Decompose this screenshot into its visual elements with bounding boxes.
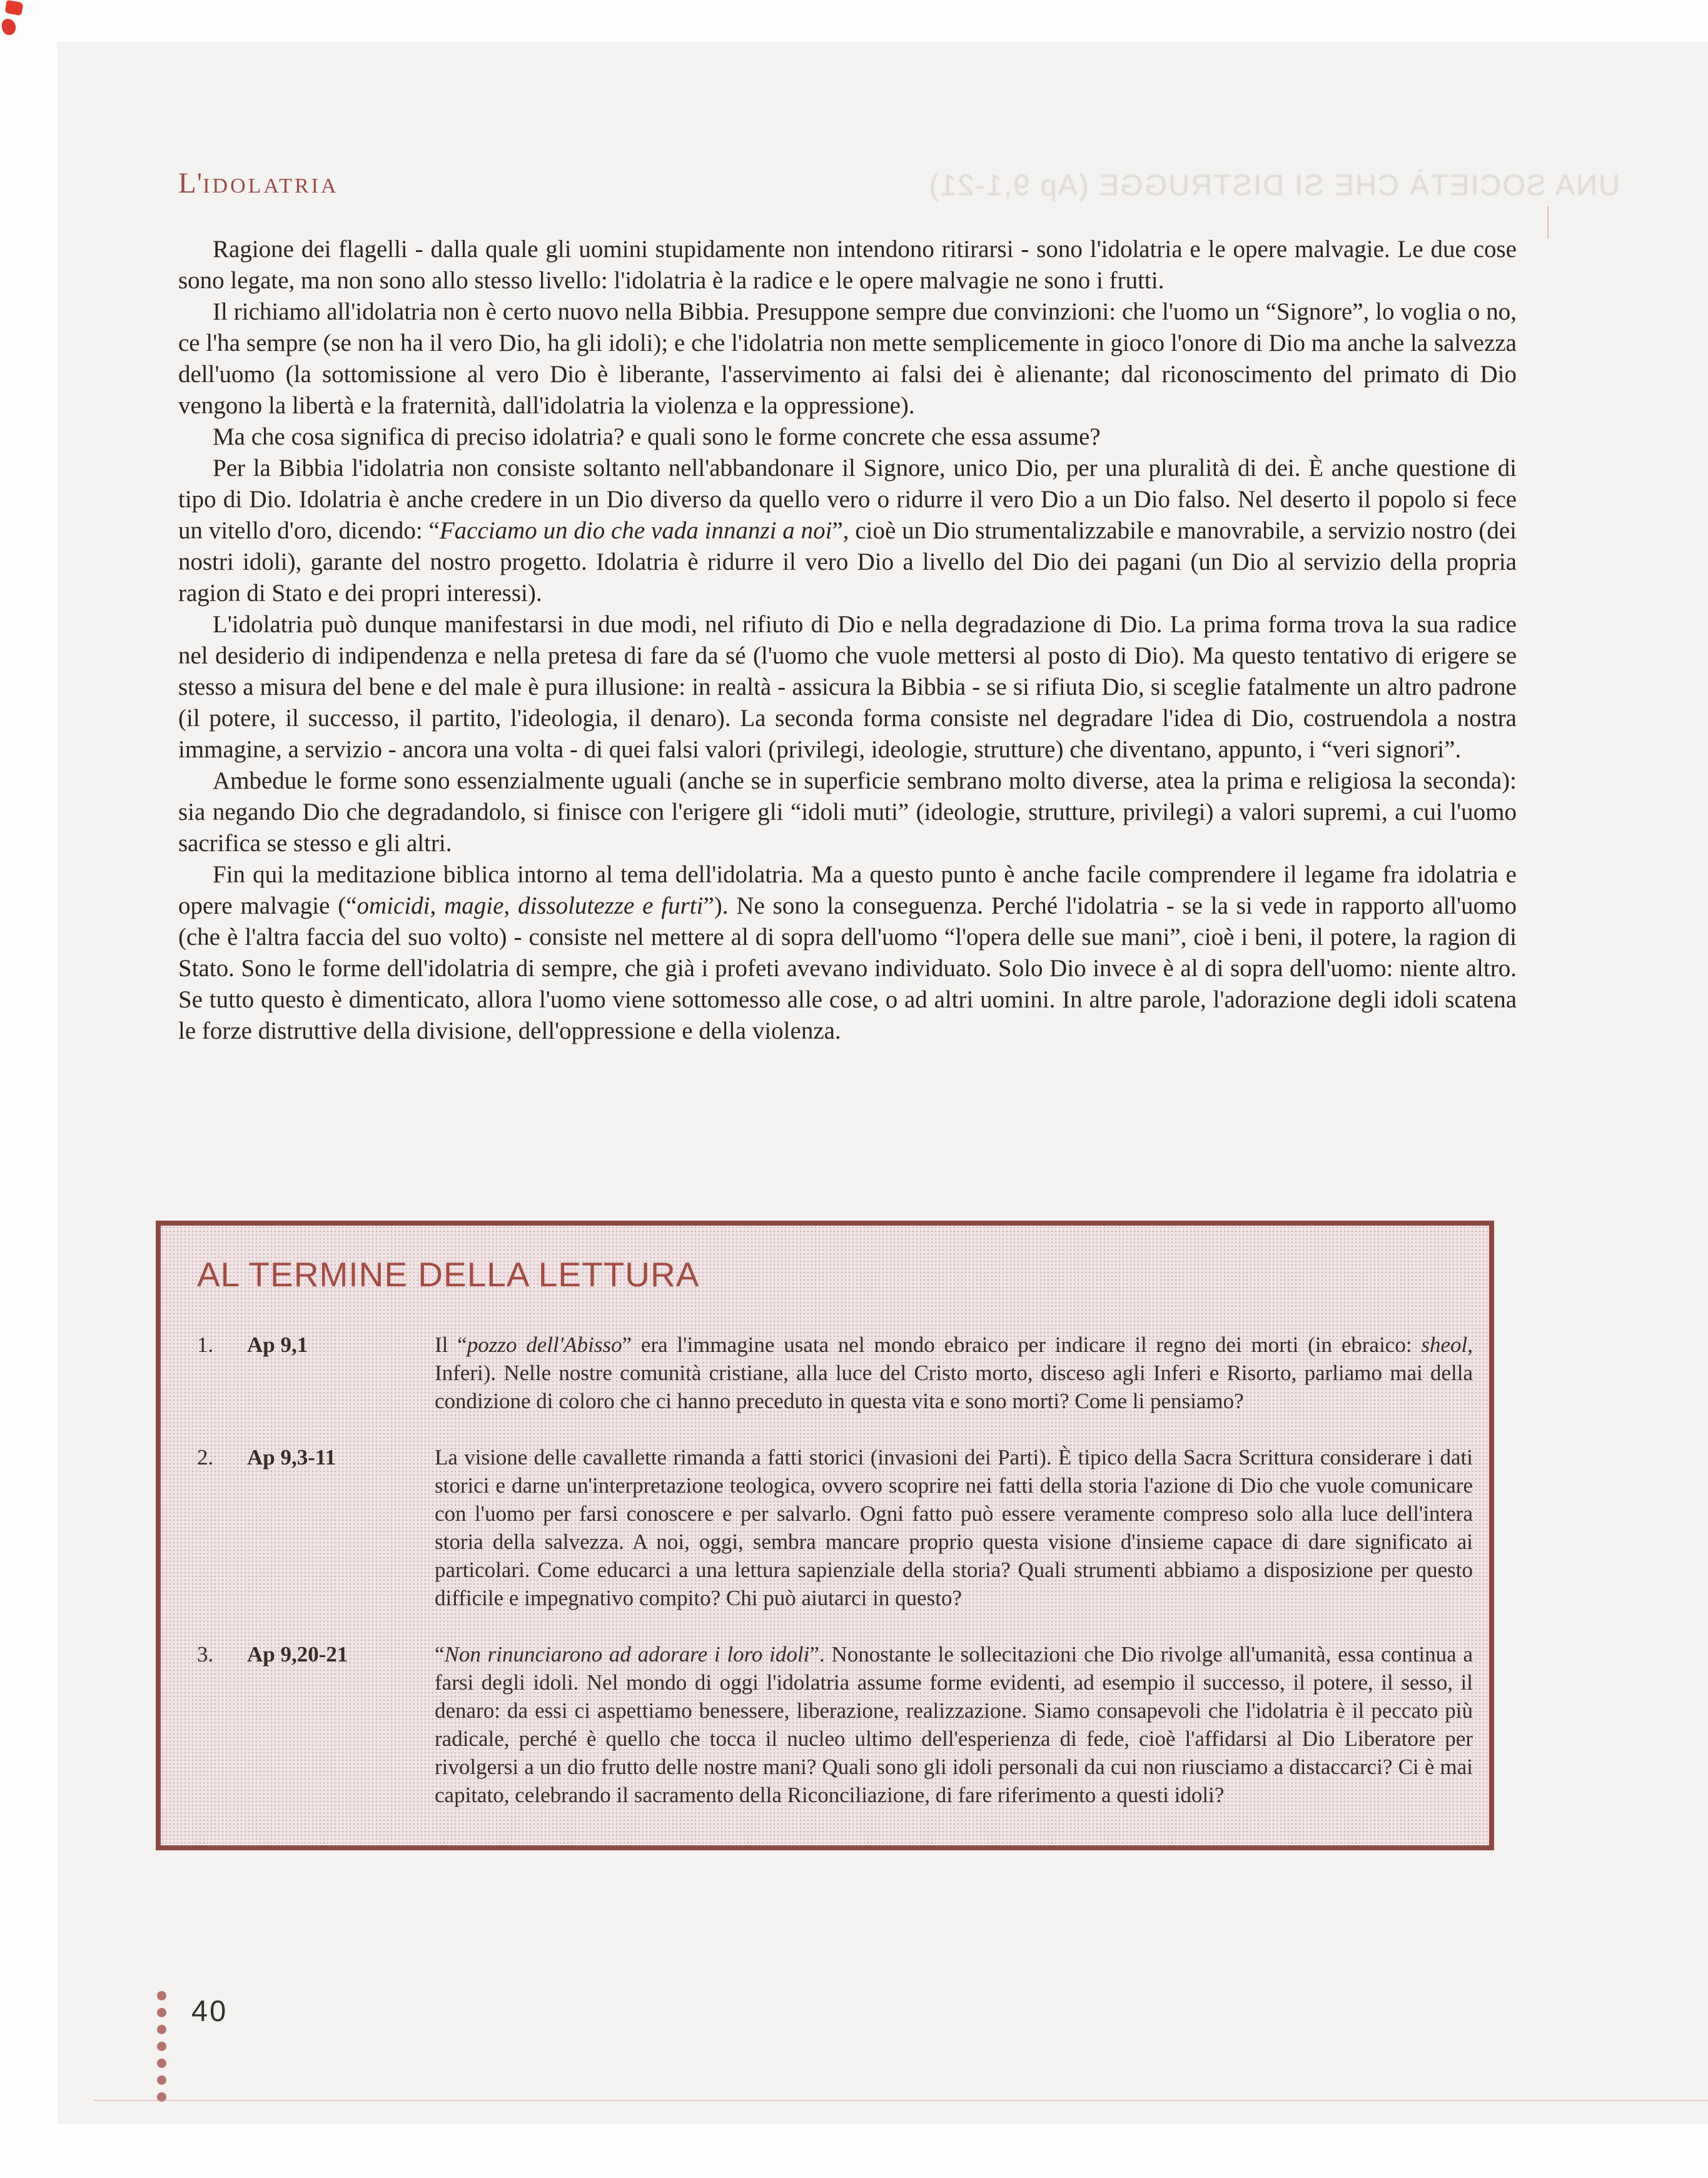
reading-box-item [197,1640,1473,1809]
article-paragraph [178,859,1517,1047]
text-run: L'idolatria può dunque manifestarsi in due modi, nel rifiuto di Dio e nella degradazione di Dio. La prima forma trova la sua radice nel desiderio di indipendenza e nella pretesa di fare da sé (l'uomo che vuole mettersi al posto di Dio). Ma questo tentativo di erigere se stesso a misura del bene e del male è pura illusione: in realtà - assicura la Bibbia - se si rifiuta Dio, si sceglie fatalmente un altro padrone (il potere, il successo, il partito, l'ideologia, il denaro). La seconda forma consiste nel degradare l'idea di Dio, costruendola a nostra immagine, a servizio - ancora una volta - di quei falsi valori (privilegi, ideologie, strutture) che diventano, appunto, i “veri signori”. [178,611,1517,763]
dot-icon [157,2075,166,2085]
text-run: Ragione dei flagelli - dalla quale gli uomini stupidamente non intendono ritirarsi - sono l'idolatria e le opere malvagie. Le due cose sono legate, ma non sono allo stesso livello: l'idolatria è la radice e le opere malvagie ne sono i frutti. [178,236,1517,294]
dot-icon [157,1991,166,2000]
text-run: Il richiamo all'idolatria non è certo nuovo nella Bibbia. Presuppone sempre due convinzioni: che l'uomo un “Signore”, lo voglia o no, ce l'ha sempre (se non ha il vero Dio, ha gli idoli); e che l'idolatria non mette semplicemente in gioco l'onore di Dio ma anche la salvezza dell'uomo (la sottomissione al vero Dio è liberante, l'asservimento ai falsi dei è alienante; dal riconoscimento del primato di Dio vengono la libertà e la fraternità, dall'idolatria la violenza e la oppressione). [178,298,1517,419]
dot-icon [157,2025,166,2034]
article-paragraph [178,421,1517,453]
item-number: 1. [197,1333,214,1357]
text-run: Per la Bibbia l'idolatria non consiste soltanto nell'abbandonare il Signore, unico Dio, per una pluralità di dei. È anche questione di tipo di Dio. Idolatria è anche credere in un Dio diverso da quello vero o ridurre il vero Dio a un Dio falso. Nel deserto il popolo si fece un vitello d'oro, dicendo: “ [178,455,1517,544]
italic-run: Facciamo un dio che vada innanzi a noi [439,517,832,544]
italic-run: omicidi, magie, dissolutezze e furti [356,892,704,919]
item-number: 3. [197,1642,214,1666]
dot-icon [157,2042,166,2051]
item-text [435,1640,1473,1809]
text-run: ”, cioè un Dio strumentalizzabile e manovrabile, a servizio nostro (dei nostri idoli), garante del nostro progetto. Idolatria è ridurre il vero Dio a livello del Dio dei pagani (un Dio al servizio della propria ragion di Stato e dei propri interessi). [178,517,1517,607]
text-run: ”. Nonostante le sollecitazioni che Dio rivolge all'umanità, essa continua a farsi degli idoli. Nel mondo di oggi l'idolatria assume forme evidenti, ad esempio il successo, il potere, il sesso, il denaro: da essi ci aspettiamo benessere, liberazione, realizzazione. Siamo consapevoli che l'idolatria è il peccato più radicale, perché è quello che tocca il nucleo ultimo dell'esperienza di fede, cioè l'affidarsi al Dio Liberatore per rivolgersi a un dio frutto delle nostre mani? Quali sono gli idoli personali da cui non riusciamo a distaccarci? Ci è mai capitato, celebrando il sacramento della Riconciliazione, di fare riferimento a questi idoli? [435,1642,1473,1807]
text-run: Il “ [435,1333,467,1357]
item-scripture-reference: Ap 9,3-11 [247,1445,336,1470]
reading-box-item [197,1331,1473,1415]
italic-run: sheol [1421,1333,1468,1357]
text-run: Ambedue le forme sono essenzialmente uguali (anche se in superficie sembrano molto diverse, atea la prima e religiosa la seconda): sia negando Dio che degradandolo, si finisce con l'erigere gli “idoli muti” (ideologie, strutture, privilegi) a valori supremi, a cui l'uomo sacrifica se stesso e gli altri. [178,767,1517,857]
footer-dots [157,1991,167,2109]
article-paragraph [178,765,1517,859]
scan-scratch-artifact [1547,206,1549,239]
section-heading [178,166,339,200]
item-text [435,1331,1473,1415]
text-run: Ma che cosa significa di preciso idolatria? e quali sono le forme concrete che essa assume? [213,423,1101,450]
text-run: La visione delle cavallette rimanda a fatti storici (invasioni dei Parti). È tipico della Sacra Scrittura considerare i dati storici e darne un'interpretazione teologica, ovvero scoprire nei fatti della storia l'azione di Dio che vuole comunicare con l'uomo per farsi conoscere e per salvarlo. Ogni fatto può essere veramente compreso solo alla luce dell'intera storia della salvezza. A noi, oggi, sembra mancare proprio questa visione d'insieme capace di dare significato ai particolari. Come educarci a una lettura sapienziale della storia? Quali strumenti abbiamo a disposizione per questo difficile e impegnativo compito? Chi può aiutarci in questo? [435,1445,1473,1610]
reading-questions-box [156,1221,1494,1850]
dot-icon [157,2008,166,2017]
red-press-mark-icon [1,18,17,36]
article-paragraph [178,296,1517,421]
text-run: ”). Ne sono la conseguenza. Perché l'idolatria - se la si vede in rapporto all'uomo (che è l'altra faccia del suo volto) - consiste nel mettere al di sopra dell'uomo “l'opera delle sue mani”, cioè i beni, il potere, la ragion di Stato. Sono le forme dell'idolatria di sempre, che già i profeti avevano individuato. Solo Dio invece è al di sopra dell'uomo: niente altro. Se tutto questo è dimenticato, allora l'uomo viene sottomesso alle cose, o ad altri uomini. In altre parole, l'adorazione degli idoli scatena le forze distruttive della divisione, dell'oppressione e della violenza. [178,892,1517,1044]
dot-icon [157,2059,166,2068]
item-number: 2. [197,1445,214,1470]
italic-run: pozzo dell'Abisso [467,1333,622,1357]
red-press-mark-icon [4,0,23,16]
item-text [435,1443,1473,1612]
article-paragraph [178,609,1517,765]
italic-run: Non rinunciarono ad adorare i loro idoli [444,1642,810,1666]
article-paragraph [178,234,1517,296]
article-paragraph [178,453,1517,609]
text-run: , Inferi). Nelle nostre comunità cristiane, alla luce del Cristo morto, disceso agli Inferi e Risorto, parliamo mai della condizione di coloro che ci hanno preceduto in questa vita e sono morti? Come li pensiamo? [435,1333,1473,1413]
reading-box-title: AL TERMINE DELLA LETTURA [197,1255,700,1294]
section-heading-text: IDOLATRIA [203,174,339,198]
bleed-through-running-head: UNA SOCIETÀ CHE SI DISTRUGGE (Ap 9,1-21) [927,168,1620,201]
footer-rule [94,2100,1708,2101]
text-run: Fin qui la meditazione biblica intorno al tema dell'idolatria. Ma a questo punto è anche facile comprendere il legame fra idolatria e opere malvagie (“ [178,861,1517,919]
reading-box-items [197,1331,1473,1809]
text-run: “ [435,1642,445,1666]
item-scripture-reference: Ap 9,1 [247,1333,308,1357]
page-number: 40 [191,1994,228,2027]
text-run: ” era l'immagine usata nel mondo ebraico per indicare il regno dei morti (in ebraico: [622,1333,1422,1357]
item-scripture-reference: Ap 9,20-21 [247,1642,348,1666]
section-heading-initial: L' [178,167,203,199]
article-body [178,234,1517,1047]
reading-box-item [197,1443,1473,1612]
